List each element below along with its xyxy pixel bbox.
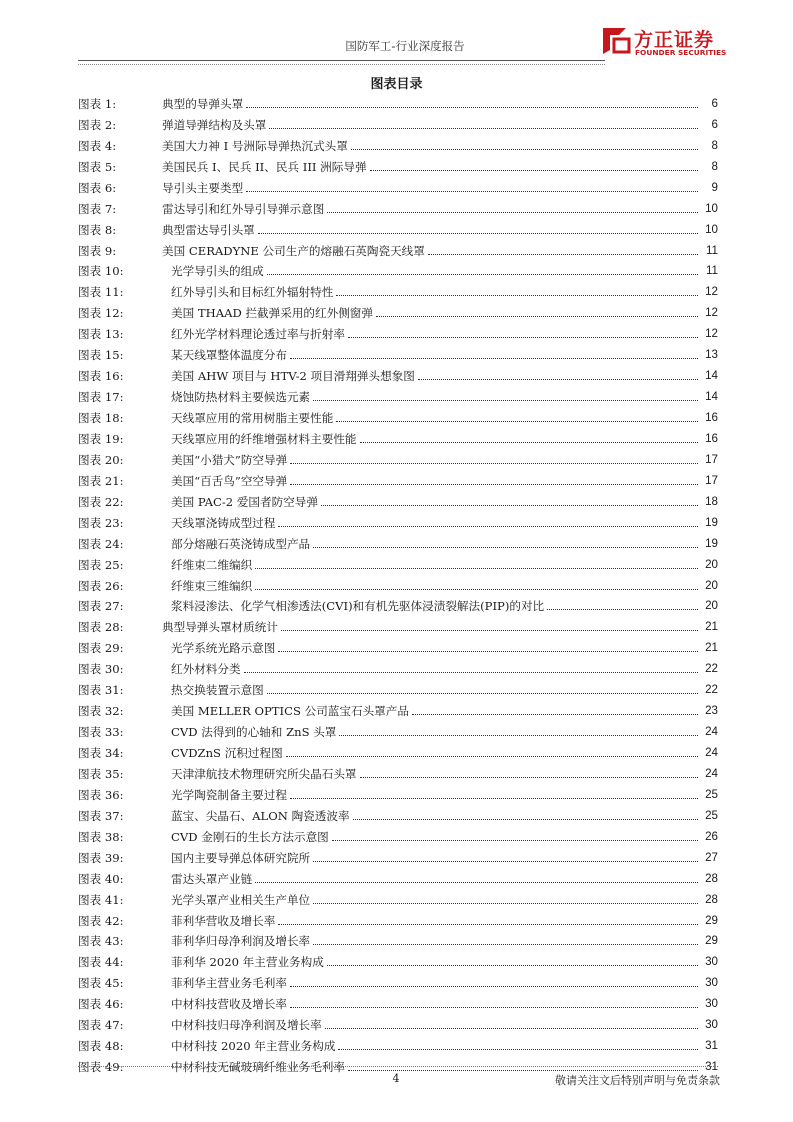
toc-entry[interactable]: [78, 320, 718, 341]
toc-dot-leader: [336, 421, 698, 422]
toc-dot-leader: [339, 735, 698, 736]
toc-entry-page[interactable]: 29: [705, 913, 718, 927]
logo-text-en: FOUNDER SECURITIES: [635, 48, 727, 57]
toc-entry-number: 图表 13:: [78, 327, 124, 342]
toc-entry-number: 图表 20:: [78, 452, 124, 467]
toc-entry-number: 图表 6:: [78, 180, 117, 195]
toc-entry-number: 图表 11:: [78, 285, 124, 300]
toc-entry-page[interactable]: 21: [705, 641, 718, 655]
toc-dot-leader: [412, 714, 698, 715]
toc-entry-number: 图表 2:: [78, 117, 117, 132]
toc-dot-leader: [351, 149, 698, 150]
toc-entry-page[interactable]: 27: [705, 850, 718, 864]
toc-entry-title[interactable]: 典型雷达导引头罩: [162, 222, 255, 237]
toc-entry-page[interactable]: 14: [705, 390, 718, 404]
toc-entry-title[interactable]: 浆料浸渗法、化学气相渗透法(CVI)和有机先驱体浸渍裂解法(PIP)的对比: [171, 599, 545, 614]
toc-entry-title[interactable]: 雷达头罩产业链: [171, 871, 253, 886]
toc-entry-title[interactable]: 天津津航技术物理研究所尖晶石头罩: [171, 766, 357, 781]
toc-entry-page[interactable]: 17: [705, 473, 718, 487]
toc-entry-title[interactable]: 红外光学材料理论透过率与折射率: [171, 327, 345, 342]
header-divider: [78, 60, 605, 61]
toc-entry[interactable]: [78, 844, 718, 865]
toc-entry-page[interactable]: 20: [705, 599, 718, 613]
toc-entry-number: 图表 37:: [78, 808, 124, 823]
toc-entry-title[interactable]: 国内主要导弹总体研究院所: [171, 850, 311, 865]
toc-entry-page[interactable]: 11: [705, 243, 718, 257]
toc-dot-leader: [286, 756, 698, 757]
toc-entry-number: 图表 10:: [78, 264, 124, 279]
toc-entry-title[interactable]: 光学系统光路示意图: [171, 641, 276, 656]
toc-dot-leader: [313, 903, 698, 904]
toc-dot-leader: [547, 609, 698, 610]
toc-entry-page[interactable]: 18: [705, 494, 718, 508]
toc-entry[interactable]: [78, 886, 718, 907]
disclaimer-text: 敬请关注文后特别声明与免责条款: [555, 1074, 720, 1087]
toc-entry-page[interactable]: 11: [705, 264, 718, 278]
toc-entry-page[interactable]: 31: [705, 1060, 718, 1074]
toc-entry[interactable]: [78, 551, 718, 572]
toc-entry-number: 图表 49:: [78, 1060, 124, 1075]
toc-dot-leader: [244, 672, 698, 673]
toc-entry-page[interactable]: 8: [711, 138, 718, 152]
toc-entry-page[interactable]: 8: [711, 159, 718, 173]
logo-text-cn: 方正证券: [634, 29, 715, 51]
toc-entry[interactable]: [78, 362, 718, 383]
toc-entry-title[interactable]: 典型导弹头罩材质统计: [162, 620, 278, 635]
toc-entry[interactable]: [78, 467, 718, 488]
toc-dot-leader: [290, 986, 698, 987]
toc-entry-page[interactable]: 29: [705, 934, 718, 948]
toc-entry-number: 图表 19:: [78, 431, 124, 446]
founder-logo-icon: [600, 24, 632, 56]
toc-dot-leader: [313, 400, 698, 401]
toc-entry-number: 图表 23:: [78, 515, 124, 530]
toc-dot-leader: [313, 861, 698, 862]
toc-entry[interactable]: [78, 697, 718, 718]
toc-entry[interactable]: [78, 823, 718, 844]
toc-entry-title[interactable]: 纤维束三维编织: [171, 578, 253, 593]
toc-entry-number: 图表 4:: [78, 138, 117, 153]
toc-entry[interactable]: [78, 1053, 718, 1074]
toc-entry[interactable]: [78, 655, 718, 676]
toc-entry-page[interactable]: 10: [705, 201, 718, 215]
toc-entry-number: 图表 33:: [78, 725, 124, 740]
toc-entry-page[interactable]: 22: [705, 683, 718, 697]
toc-entry[interactable]: [78, 781, 718, 802]
toc-entry-page[interactable]: 25: [705, 787, 718, 801]
toc-entry-page[interactable]: 30: [705, 976, 718, 990]
toc-dot-leader: [360, 442, 698, 443]
toc-entry-page[interactable]: 30: [705, 955, 718, 969]
toc-dot-leader: [325, 1028, 698, 1029]
toc-entry-title[interactable]: 导引头主要类型: [162, 180, 244, 195]
toc-entry-page[interactable]: 16: [705, 411, 718, 424]
toc-entry[interactable]: [78, 530, 718, 551]
toc-entry-page[interactable]: 16: [705, 431, 718, 445]
toc-entry-number: 图表 16:: [78, 369, 124, 384]
toc-entry-number: 图表 22:: [78, 494, 124, 509]
toc-entry-title[interactable]: 典型的导弹头罩: [162, 96, 244, 111]
toc-entry-title[interactable]: 中材科技 2020 年主营业务构成: [171, 1039, 336, 1054]
toc-entry-title[interactable]: 中材科技无碱玻璃纤维业务毛利率: [171, 1060, 345, 1075]
toc-entry-page[interactable]: 6: [711, 117, 718, 131]
toc-dot-leader: [290, 1007, 698, 1008]
toc-dot-leader: [246, 191, 698, 192]
toc-entry-page[interactable]: 6: [711, 96, 718, 110]
toc-entry[interactable]: [78, 383, 718, 404]
page-number: 4: [392, 1072, 400, 1085]
toc-dot-leader: [370, 170, 698, 171]
toc-entry[interactable]: [78, 509, 718, 530]
toc-entry[interactable]: [78, 299, 718, 320]
toc-entry-number: 图表 43:: [78, 934, 124, 949]
toc-dot-leader: [278, 526, 698, 527]
toc-entry-number: 图表 12:: [78, 306, 124, 321]
toc-entry[interactable]: [78, 216, 718, 237]
toc-entry-page[interactable]: 12: [705, 306, 718, 320]
toc-entry-page[interactable]: 25: [705, 808, 718, 822]
toc-entry-number: 图表 45:: [78, 976, 124, 991]
toc-entry[interactable]: [78, 132, 718, 153]
toc-dot-leader: [267, 274, 698, 275]
toc-entry[interactable]: [78, 488, 718, 509]
toc-entry-title[interactable]: 光学陶瓷制备主要过程: [171, 787, 287, 802]
toc-entry-page[interactable]: 28: [705, 892, 718, 906]
toc-entry-title[interactable]: 天线罩浇铸成型过程: [171, 515, 276, 530]
toc-dot-leader: [313, 944, 698, 945]
header-divider-dotted: [78, 64, 605, 65]
toc-dot-leader: [290, 358, 698, 359]
toc-entry-title[interactable]: CVDZnS 沉积过程图: [171, 746, 283, 760]
toc-entry[interactable]: [78, 634, 718, 655]
toc-entry-title[interactable]: 天线罩应用的常用树脂主要性能: [171, 411, 334, 425]
toc-dot-leader: [327, 212, 698, 213]
toc-entry[interactable]: [78, 593, 718, 614]
toc-entry-page[interactable]: 12: [705, 285, 718, 299]
toc-entry-number: 图表 28:: [78, 620, 124, 635]
figure-list: [78, 90, 718, 1074]
toc-dot-leader: [255, 882, 698, 883]
toc-entry-number: 图表 27:: [78, 599, 124, 614]
toc-entry-title[interactable]: 弹道导弹结构及头罩: [162, 117, 267, 132]
toc-dot-leader: [290, 484, 698, 485]
toc-entry-title[interactable]: 美国“小猎犬”防空导弹: [171, 452, 288, 467]
toc-entry[interactable]: [78, 802, 718, 823]
toc-dot-leader: [327, 965, 698, 966]
toc-entry[interactable]: [78, 425, 718, 446]
toc-entry[interactable]: [78, 969, 718, 990]
toc-entry-number: 图表 5:: [78, 159, 117, 174]
toc-entry[interactable]: [78, 718, 718, 739]
toc-entry-title[interactable]: 蓝宝、尖晶石、ALON 陶瓷透波率: [171, 808, 350, 823]
toc-entry[interactable]: [78, 865, 718, 886]
toc-entry-number: 图表 48:: [78, 1039, 124, 1054]
toc-entry-number: 图表 40:: [78, 871, 124, 886]
toc-dot-leader: [281, 630, 698, 631]
toc-entry-page[interactable]: 19: [705, 536, 718, 550]
toc-entry-number: 图表 47:: [78, 1018, 124, 1033]
toc-entry-page[interactable]: 28: [705, 871, 718, 885]
toc-entry-page[interactable]: 24: [705, 725, 718, 739]
toc-entry-title[interactable]: 中材科技营收及增长率: [171, 997, 287, 1012]
toc-entry-page[interactable]: 9: [711, 180, 718, 194]
toc-entry-page[interactable]: 19: [705, 515, 718, 529]
toc-entry-number: 图表 32:: [78, 704, 124, 719]
toc-entry-number: 图表 1:: [78, 96, 117, 111]
toc-entry-title[interactable]: CVD 法得到的心轴和 ZnS 头罩: [171, 725, 337, 740]
toc-entry[interactable]: [78, 928, 718, 949]
toc-entry-page[interactable]: 20: [705, 557, 718, 571]
toc-entry-number: 图表 46:: [78, 997, 124, 1012]
toc-entry[interactable]: [78, 676, 718, 697]
toc-entry-title[interactable]: 美国 THAAD 拦截弹采用的红外侧窗弹: [171, 306, 373, 321]
toc-entry-number: 图表 35:: [78, 766, 124, 781]
toc-entry-number: 图表 42:: [78, 913, 124, 928]
toc-entry[interactable]: [78, 404, 718, 425]
toc-entry-title[interactable]: 热交换装置示意图: [171, 683, 264, 698]
toc-entry[interactable]: [78, 1032, 718, 1053]
toc-entry-page[interactable]: 20: [705, 578, 718, 592]
toc-entry-title[interactable]: 光学头罩产业相关生产单位: [171, 892, 311, 907]
toc-dot-leader: [255, 589, 698, 590]
toc-dot-leader: [336, 295, 698, 296]
toc-entry-number: 图表 38:: [78, 829, 124, 844]
toc-entry[interactable]: [78, 739, 718, 760]
toc-dot-leader: [290, 463, 698, 464]
toc-dot-leader: [428, 254, 698, 255]
toc-entry-title[interactable]: 菲利华 2020 年主营业务构成: [171, 955, 324, 970]
toc-entry-number: 图表 39:: [78, 850, 124, 865]
toc-entry[interactable]: [78, 760, 718, 781]
toc-entry-title[interactable]: 菲利华主营业务毛利率: [171, 976, 287, 991]
toc-entry-number: 图表 25:: [78, 557, 124, 572]
toc-entry-title[interactable]: 美国大力神 I 号洲际导弹热沉式头罩: [162, 138, 348, 153]
toc-entry-title[interactable]: 光学导引头的组成: [171, 264, 264, 279]
toc-entry-number: 图表 34:: [78, 746, 124, 760]
toc-dot-leader: [360, 777, 698, 778]
footer-divider: [78, 1066, 718, 1067]
toc-entry-title[interactable]: 美国 PAC-2 爱国者防空导弹: [171, 494, 318, 509]
toc-entry[interactable]: [78, 278, 718, 299]
toc-entry-title[interactable]: 菲利华归母净利润及增长率: [171, 934, 311, 949]
toc-entry-page[interactable]: 13: [705, 348, 718, 362]
founder-securities-logo: [600, 24, 730, 60]
toc-entry-number: 图表 18:: [78, 411, 124, 425]
toc-entry[interactable]: [78, 174, 718, 195]
toc-entry[interactable]: [78, 237, 718, 258]
toc-entry-number: 图表 17:: [78, 390, 124, 405]
toc-entry-title[interactable]: 美国 MELLER OPTICS 公司蓝宝石头罩产品: [171, 704, 409, 719]
toc-dot-leader: [376, 316, 698, 317]
toc-entry[interactable]: [78, 446, 718, 467]
toc-entry-number: 图表 15:: [78, 348, 124, 363]
toc-dot-leader: [332, 840, 698, 841]
toc-entry-title[interactable]: 雷达导引和红外导引导弹示意图: [162, 201, 325, 216]
toc-entry-number: 图表 41:: [78, 892, 124, 907]
toc-dot-leader: [338, 1049, 698, 1050]
toc-entry-number: 图表 7:: [78, 201, 117, 216]
toc-entry-title[interactable]: 中材科技归母净利润及增长率: [171, 1018, 322, 1033]
toc-entry-page[interactable]: 24: [705, 746, 718, 759]
toc-entry-title[interactable]: 红外材料分类: [171, 662, 241, 677]
toc-entry-page[interactable]: 26: [705, 829, 718, 843]
toc-entry[interactable]: [78, 195, 718, 216]
toc-entry-title[interactable]: 美国 CERADYNE 公司生产的熔融石英陶瓷天线罩: [162, 243, 425, 258]
toc-entry-page[interactable]: 30: [705, 997, 718, 1011]
toc-entry-page[interactable]: 14: [705, 369, 718, 383]
toc-entry[interactable]: [78, 258, 718, 279]
toc-entry[interactable]: [78, 990, 718, 1011]
toc-entry-number: 图表 21:: [78, 473, 124, 488]
toc-entry-page[interactable]: 21: [705, 620, 718, 634]
toc-dot-leader: [267, 693, 698, 694]
toc-entry[interactable]: [78, 613, 718, 634]
toc-entry[interactable]: [78, 572, 718, 593]
toc-entry-number: 图表 24:: [78, 536, 124, 551]
toc-entry-page[interactable]: 23: [705, 704, 718, 718]
toc-entry-page[interactable]: 30: [705, 1018, 718, 1032]
toc-dot-leader: [255, 568, 698, 569]
toc-entry-title[interactable]: 纤维束二维编织: [171, 557, 253, 572]
toc-entry-page[interactable]: 24: [705, 766, 718, 780]
toc-entry-page[interactable]: 12: [705, 327, 718, 341]
toc-entry-number: 图表 9:: [78, 243, 117, 258]
toc-entry-title[interactable]: 菲利华营收及增长率: [171, 913, 276, 928]
toc-entry-title[interactable]: 红外导引头和目标红外辐射特性: [171, 285, 334, 300]
toc-entry-page[interactable]: 17: [705, 452, 718, 466]
toc-dot-leader: [269, 128, 698, 129]
toc-entry[interactable]: [78, 1011, 718, 1032]
toc-dot-leader: [321, 505, 698, 506]
toc-entry-page[interactable]: 31: [705, 1039, 718, 1053]
toc-entry[interactable]: [78, 907, 718, 928]
toc-entry-title[interactable]: 天线罩应用的纤维增强材料主要性能: [171, 431, 357, 446]
toc-dot-leader: [348, 337, 698, 338]
toc-entry-title[interactable]: 美国“百舌鸟”空空导弹: [171, 473, 288, 488]
toc-dot-leader: [418, 379, 698, 380]
toc-entry-number: 图表 8:: [78, 222, 117, 237]
toc-dot-leader: [258, 233, 698, 234]
toc-dot-leader: [348, 1070, 698, 1071]
toc-entry-page[interactable]: 22: [705, 662, 718, 676]
toc-entry-number: 图表 29:: [78, 641, 124, 656]
toc-title: 图表目录: [370, 77, 423, 92]
toc-entry[interactable]: [78, 153, 718, 174]
toc-entry-page[interactable]: 10: [705, 222, 718, 236]
toc-entry-title[interactable]: 某天线罩整体温度分布: [171, 348, 287, 363]
toc-dot-leader: [278, 651, 698, 652]
toc-entry-title[interactable]: CVD 金刚石的生长方法示意图: [171, 829, 329, 844]
report-header-title: 国防军工-行业深度报告: [345, 39, 465, 53]
toc-entry[interactable]: [78, 90, 718, 111]
toc-entry-title[interactable]: 部分熔融石英浇铸成型产品: [171, 536, 311, 551]
toc-entry[interactable]: [78, 341, 718, 362]
toc-entry-number: 图表 36:: [78, 787, 124, 802]
toc-dot-leader: [313, 547, 698, 548]
toc-dot-leader: [278, 924, 698, 925]
toc-entry[interactable]: [78, 948, 718, 969]
toc-entry-number: 图表 26:: [78, 578, 124, 593]
toc-entry-title[interactable]: 美国民兵 I、民兵 II、民兵 III 洲际导弹: [162, 159, 367, 174]
toc-entry-title[interactable]: 美国 AHW 项目与 HTV-2 项目滑翔弹头想象图: [171, 369, 415, 384]
toc-entry[interactable]: [78, 111, 718, 132]
toc-entry-number: 图表 30:: [78, 662, 124, 677]
toc-dot-leader: [290, 798, 698, 799]
toc-entry-title[interactable]: 烧蚀防热材料主要候选元素: [171, 390, 311, 405]
toc-entry-number: 图表 31:: [78, 683, 124, 698]
toc-dot-leader: [353, 819, 698, 820]
toc-dot-leader: [246, 107, 698, 108]
toc-entry-number: 图表 44:: [78, 955, 124, 970]
